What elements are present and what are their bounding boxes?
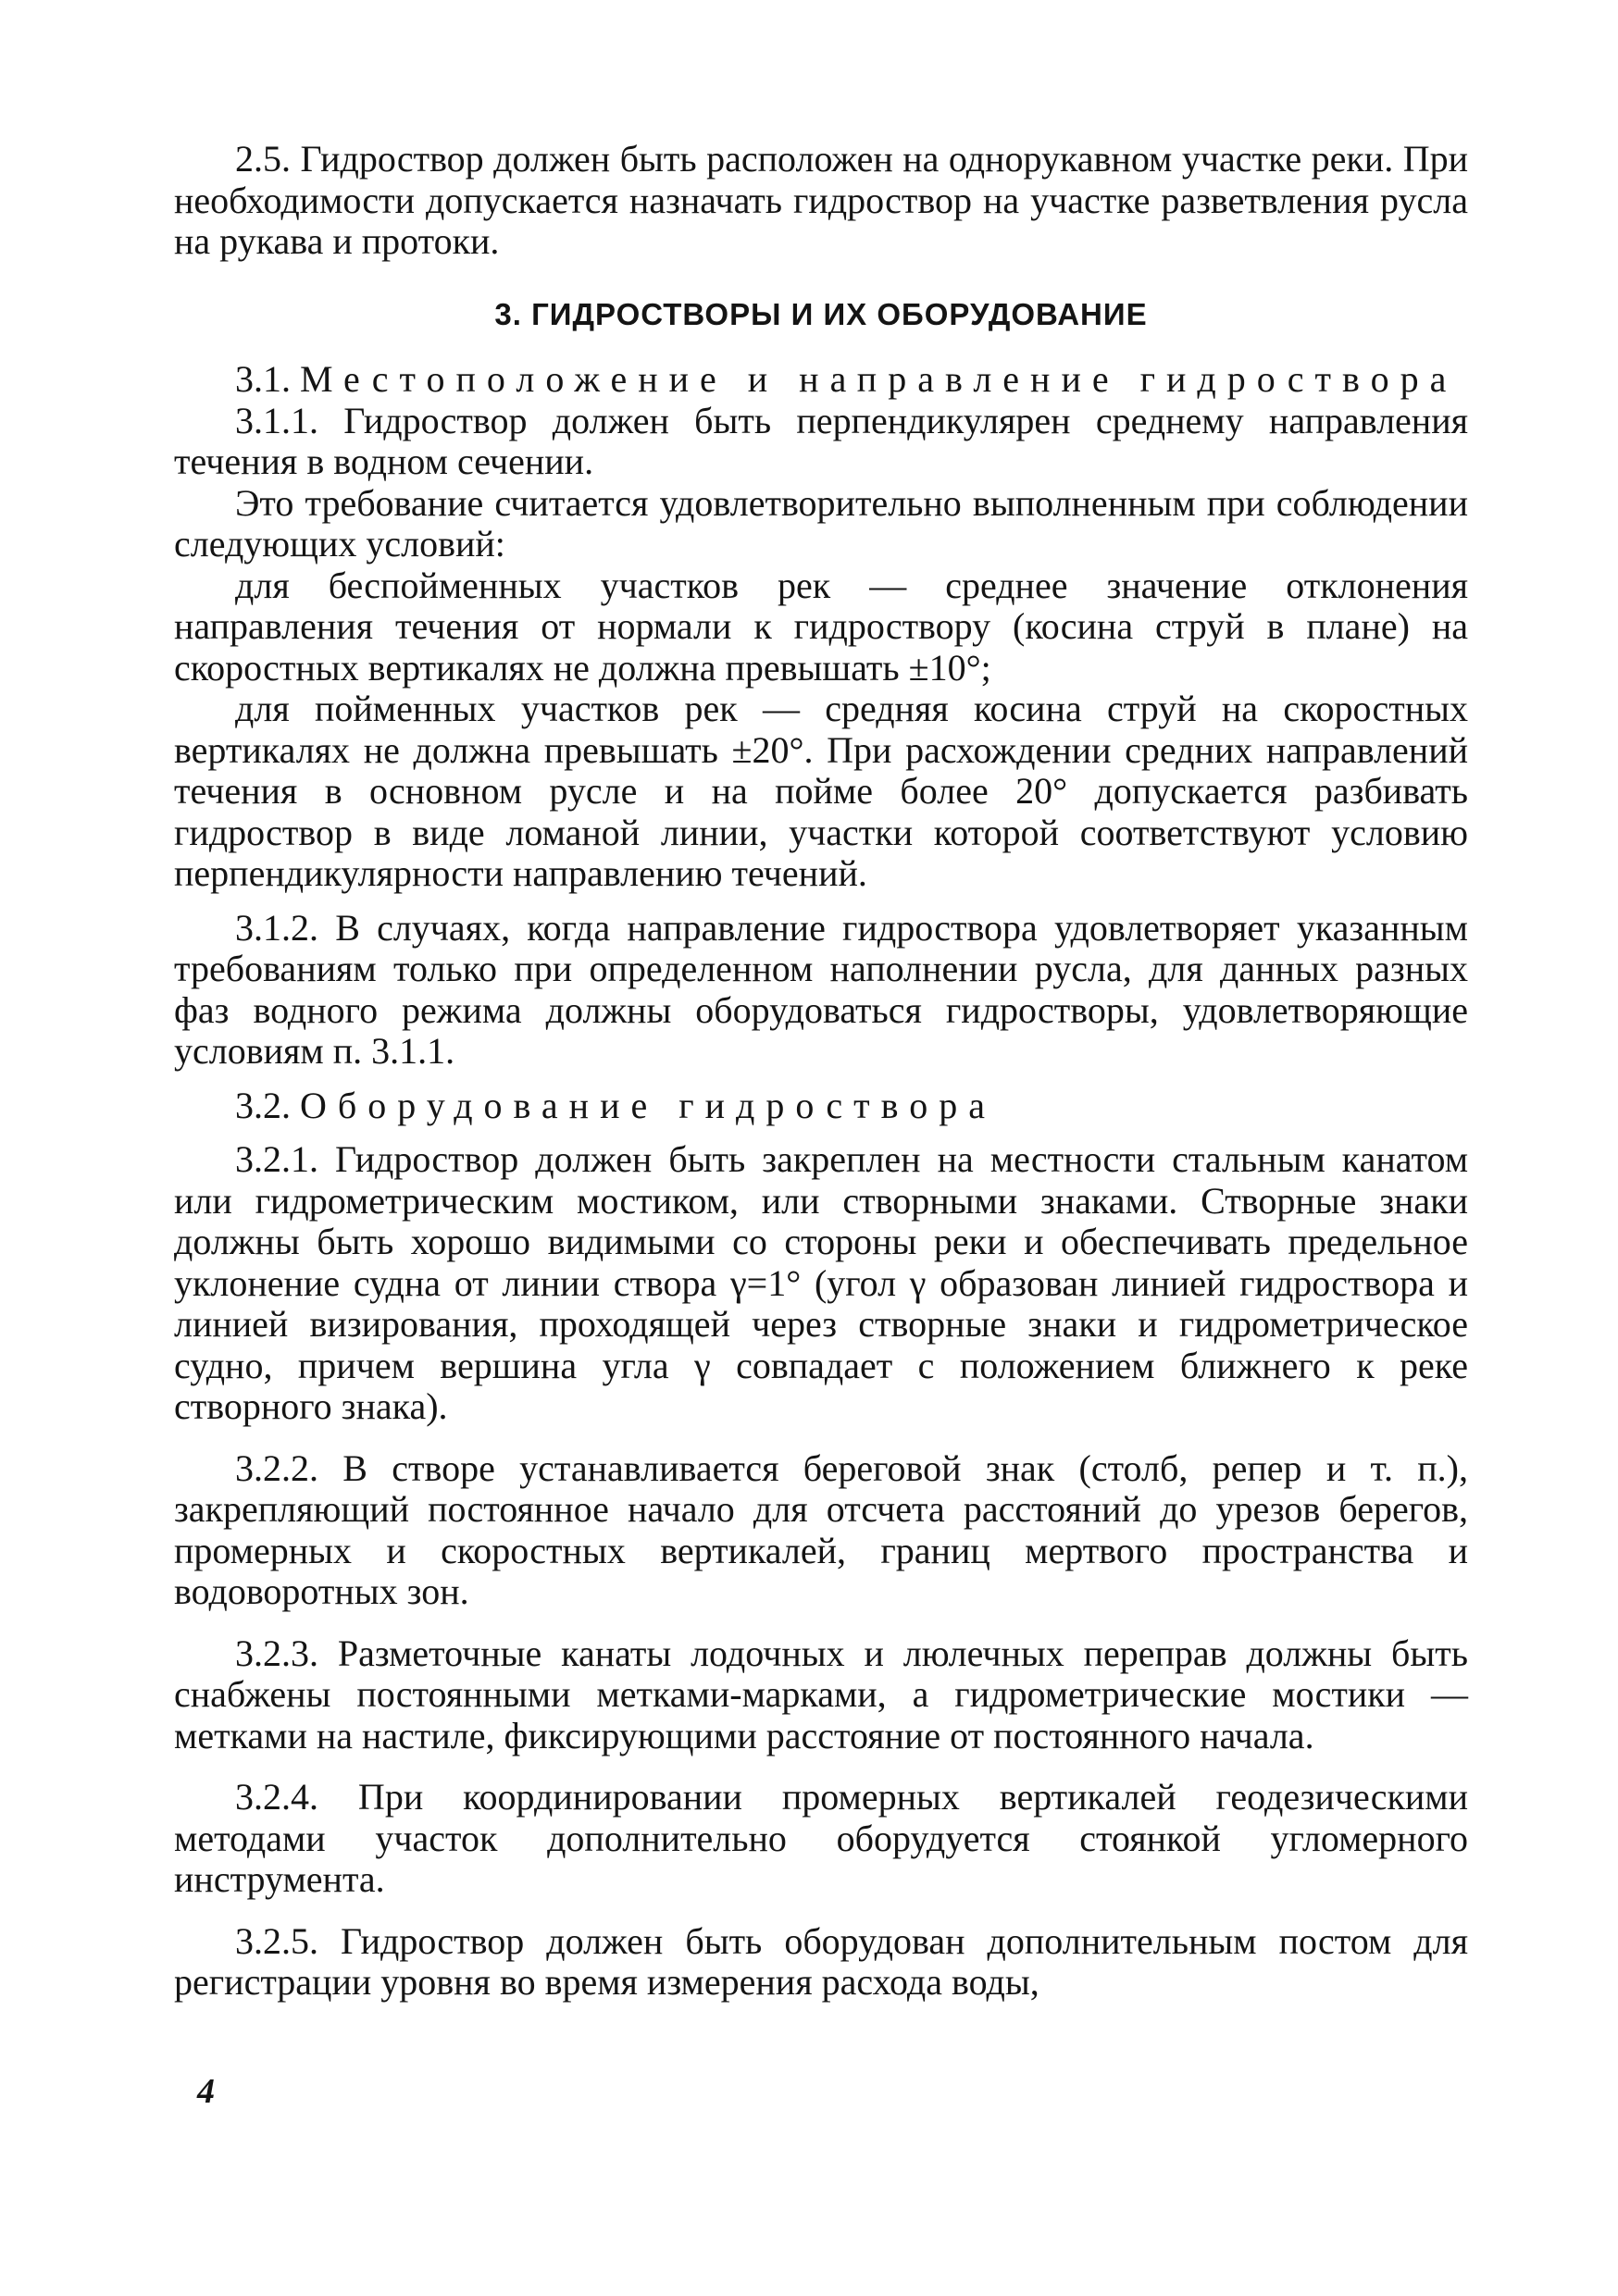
paragraph-3-2-2: 3.2.2. В створе устанавливается береговой знак (столб, репер и т. п.), закрепляющий постоянное начало для отсчета расстояний до урезов берегов, промерных и скоростных вертикалей, границ мертвого пространства и водоворотных зон. xyxy=(174,1446,1468,1612)
subsection-heading-3-2 xyxy=(174,1086,1468,1127)
paragraph-2-5: 2.5. Гидроствор должен быть расположен на однорукавном участке реки. При необходимости допускается назначать гидроствор на участке разветвления русла на рукава и протоки. xyxy=(174,138,1468,262)
paragraph-3-2-1: 3.2.1. Гидроствор должен быть закреплен на местности стальным канатом или гидрометрическим мостиком, или створными знаками. Створные знаки должны быть хорошо видимыми со стороны реки и обеспечивать предельное уклонение судна от линии створа γ=1° (угол γ образован линией гидроствора и линией визирования, проходящей через створные знаки и гидрометрическое судно, причем вершина угла γ совпадает с положением ближнего к реке створного знака). xyxy=(174,1138,1468,1427)
page-number: 4 xyxy=(197,2072,215,2111)
paragraph-condition-floodless: для беспойменных участков рек — среднее значение отклонения направления течения от нормали к гидроствору (косина струй в плане) на скоростных вертикалях не должна превышать ±10°; xyxy=(174,564,1468,689)
paragraph-3-2-4: 3.2.4. При координировании промерных вертикалей геодезическими методами участок дополнительно оборудуется стоянкой угломерного инструмента. xyxy=(174,1776,1468,1900)
subsection-title: Местоположение и направление гидроствора xyxy=(300,358,1458,400)
text-column xyxy=(174,139,1468,2004)
subsection-heading-3-1 xyxy=(174,359,1468,401)
paragraph-3-2-5: 3.2.5. Гидроствор должен быть оборудован дополнительным постом для регистрации уровня во время измерения расхода воды, xyxy=(174,1919,1468,2003)
subsection-title: Оборудование гидроствора xyxy=(300,1084,996,1126)
subsection-number: 3.2. xyxy=(235,1084,291,1126)
paragraph-3-2-3: 3.2.3. Разметочные канаты лодочных и люлечных переправ должны быть снабжены постоянными метками-марками, а гидрометрические мостики — метками на настиле, фиксирующими расстояние от постоянного начала. xyxy=(174,1632,1468,1756)
subsection-number: 3.1. xyxy=(235,358,291,400)
paragraph-3-1-1-continuation: Это требование считается удовлетворительно выполненным при соблюдении следующих условий: xyxy=(174,481,1468,565)
paragraph-3-1-2: 3.1.2. В случаях, когда направление гидроствора удовлетворяет указанным требованиям только при определенном наполнении русла, для данных разных фаз водного режима должны оборудоваться гидростворы, удовлетворяющие условиям п. 3.1.1. xyxy=(174,906,1468,1072)
section-title: 3. ГИДРОСТВОРЫ И ИХ ОБОРУДОВАНИЕ xyxy=(494,296,1148,331)
paragraph-3-1-1: 3.1.1. Гидроствор должен быть перпендикулярен среднему направления течения в водном сечении. xyxy=(174,399,1468,482)
paragraph-condition-floodplain: для пойменных участков рек — средняя косина струй на скоростных вертикалях не должна превышать ±20°. При расхождении средних направлений течения в основном русле и на пойме более 20° допускается разбивать гидроствор в виде ломаной линии, участки которой соответствуют условию перпендикулярности направлению течений. xyxy=(174,688,1468,894)
